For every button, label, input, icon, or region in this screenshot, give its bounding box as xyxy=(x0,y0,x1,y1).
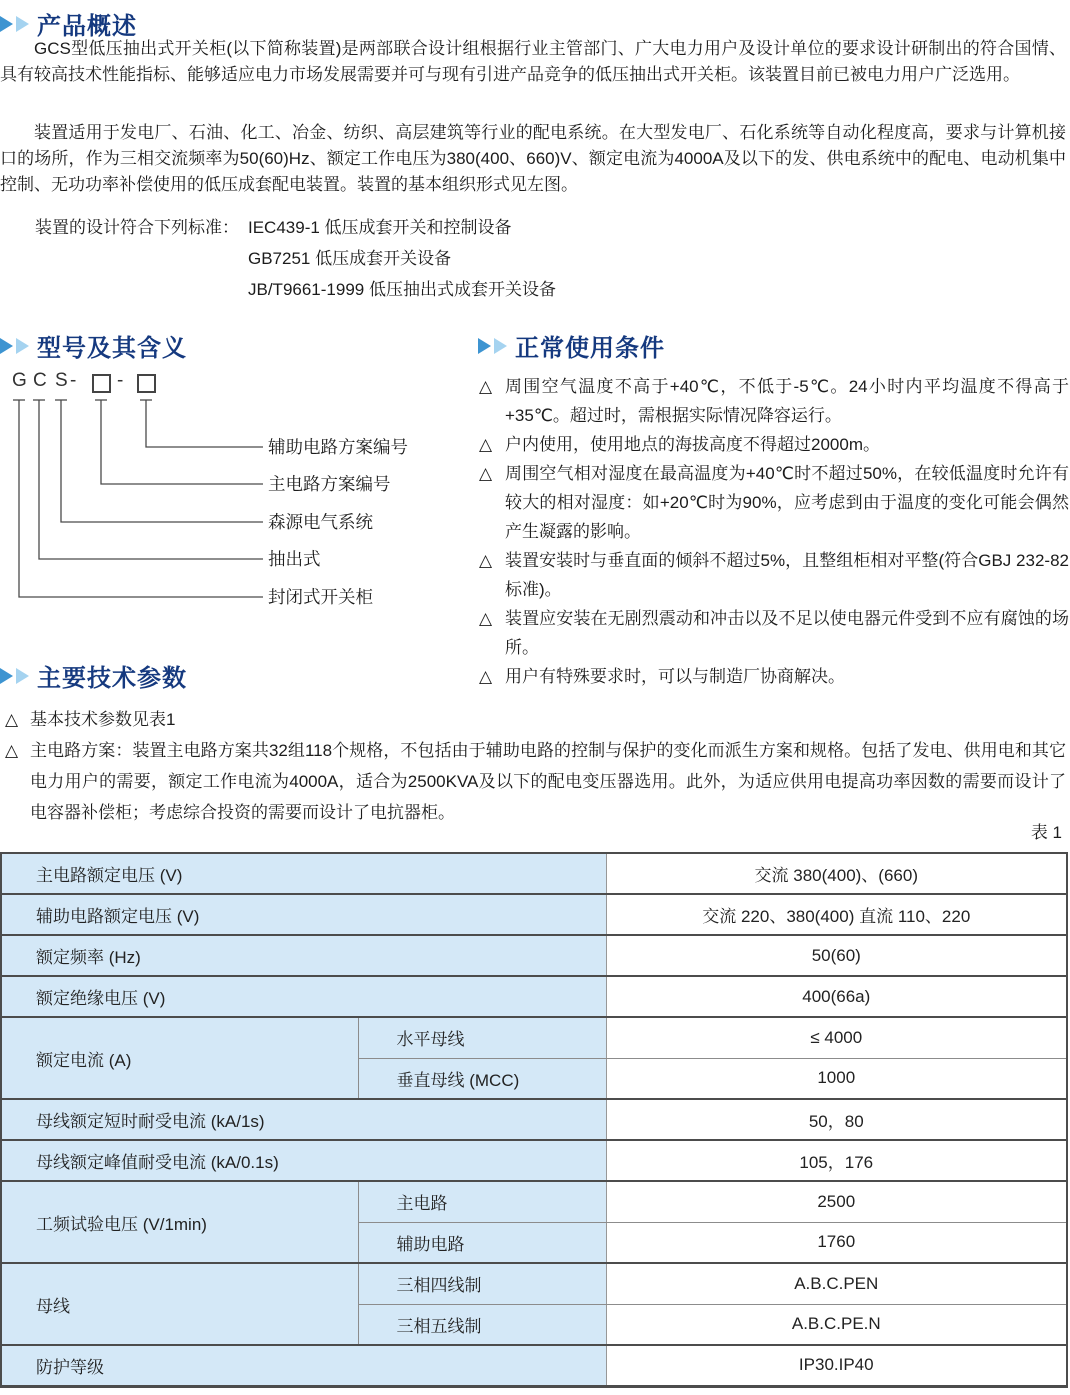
table-row xyxy=(1,1099,1067,1140)
model-code-label: 封闭式开关柜 xyxy=(268,587,373,607)
table-caption: 表 1 xyxy=(1030,823,1062,842)
model-code-label: 主电路方案编号 xyxy=(268,474,391,494)
triangle-bullet: △ xyxy=(5,741,19,760)
condition-item xyxy=(479,662,1069,691)
section-title-conditions: 正常使用条件 xyxy=(515,335,665,362)
param-cell: 母线额定峰值耐受电流 (kA/0.1s) xyxy=(1,1140,606,1181)
triangle-bullet: △ xyxy=(479,435,493,454)
value-cell: ≤ 4000 xyxy=(606,1017,1067,1058)
condition-item xyxy=(479,372,1069,430)
model-code-diagram xyxy=(0,330,470,620)
triangle-bullet: △ xyxy=(479,464,493,483)
standard-item: GB7251 低压成套开关设备 xyxy=(248,249,452,268)
tech-note-item xyxy=(0,735,1066,828)
section-header-conditions xyxy=(478,328,665,363)
conditions-list xyxy=(479,372,1069,691)
standards-block xyxy=(0,212,1066,305)
table-row xyxy=(1,1181,1067,1222)
param-cell: 辅助电路额定电压 (V) xyxy=(1,894,606,935)
param-cell: 主电路额定电压 (V) xyxy=(1,853,606,894)
value-cell: 400(66a) xyxy=(606,976,1067,1017)
arrow-right-icon xyxy=(0,668,13,684)
value-cell: 1000 xyxy=(606,1058,1067,1099)
condition-text: 周围空气相对湿度在最高温度为+40℃时不超过50%，在较低温度时允许有较大的相对湿度：如+20℃时为90%，应考虑到由于温度的变化可能会偶然产生凝露的影响。 xyxy=(505,464,1069,541)
table-row xyxy=(1,894,1067,935)
condition-text: 周围空气温度不高于+40℃，不低于-5℃。24小时内平均温度不得高于+35℃。超过时，需根据实际情况降容运行。 xyxy=(505,377,1069,425)
param-cell: 母线额定短时耐受电流 (kA/1s) xyxy=(1,1099,606,1140)
arrow-right-icon xyxy=(478,338,491,354)
condition-text: 装置安装时与垂直面的倾斜不超过5%，且整组柜相对平整(符合GBJ 232-82标准)。 xyxy=(505,551,1069,599)
arrow-right-icon xyxy=(0,16,13,32)
sub-param-cell: 辅助电路 xyxy=(358,1222,606,1263)
section-title-tech: 主要技术参数 xyxy=(37,665,187,692)
model-code-label: 森源电气系统 xyxy=(268,512,373,532)
sub-param-cell: 水平母线 xyxy=(358,1017,606,1058)
table-row xyxy=(1,935,1067,976)
param-cell: 防护等级 xyxy=(1,1345,606,1386)
value-cell: A.B.C.PE.N xyxy=(606,1304,1067,1345)
arrow-right-icon xyxy=(16,16,29,32)
value-cell: IP30.IP40 xyxy=(606,1345,1067,1386)
sub-param-cell: 主电路 xyxy=(358,1181,606,1222)
tech-params-table xyxy=(0,852,1068,1388)
table-row xyxy=(1,1017,1067,1058)
param-cell: 母线 xyxy=(1,1263,358,1345)
value-cell: 105，176 xyxy=(606,1140,1067,1181)
table-row xyxy=(1,853,1067,894)
triangle-bullet: △ xyxy=(479,667,493,686)
value-cell: 2500 xyxy=(606,1181,1067,1222)
condition-item xyxy=(479,430,1069,459)
arrow-right-icon xyxy=(494,338,507,354)
condition-text: 户内使用，使用地点的海拔高度不得超过2000m。 xyxy=(505,435,880,454)
triangle-bullet: △ xyxy=(479,377,493,396)
overview-paragraph: GCS型低压抽出式开关柜(以下简称装置)是两部联合设计组根据行业主管部门、广大电力用户及设计单位的要求设计研制出的符合国情、具有较高技术性能指标、能够适应电力市场发展需要并可与现有引进产品竞争的低压抽出式开关柜。该装置目前已被电力用户广泛选用。 xyxy=(0,39,1066,84)
section-title-overview: 产品概述 xyxy=(37,13,137,40)
tech-note-item xyxy=(0,704,1066,735)
standards-intro: 装置的设计符合下列标准： xyxy=(35,218,239,237)
condition-item xyxy=(479,604,1069,662)
sub-param-cell: 垂直母线 (MCC) xyxy=(358,1058,606,1099)
section-header-tech xyxy=(0,658,187,693)
overview-paragraph: 装置适用于发电厂、石油、化工、冶金、纺织、高层建筑等行业的配电系统。在大型发电厂、石化系统等自动化程度高，要求与计算机接口的场所，作为三相交流频率为50(60)Hz、额定工作电压为380(400、660)V、额定电流为4000A及以下的发、供电系统中的配电、电动机集中控制、无功功率补偿使用的低压成套配电装置。装置的基本组织形式见左图。 xyxy=(0,123,1066,194)
value-cell: 50，80 xyxy=(606,1099,1067,1140)
triangle-bullet: △ xyxy=(5,710,19,729)
standards-line xyxy=(0,212,1066,243)
table-row xyxy=(1,1345,1067,1386)
model-code-char: - xyxy=(70,370,77,391)
standard-item: IEC439-1 低压成套开关和控制设备 xyxy=(248,218,512,237)
tech-note-text: 主电路方案：装置主电路方案共32组118个规格，不包括由于辅助电路的控制与保护的变化而派生方案和规格。包括了发电、供用电和其它电力用户的需要，额定工作电流为4000A，适合为2500KVA及以下的配电变压器选用。此外，为适应供用电提高功率因数的需要而设计了电容器补偿柜；考虑综合投资的需要而设计了电抗器柜。 xyxy=(30,741,1066,822)
value-cell: 50(60) xyxy=(606,935,1067,976)
value-cell: A.B.C.PEN xyxy=(606,1263,1067,1304)
model-code-char: G xyxy=(12,370,27,391)
param-cell: 工频试验电压 (V/1min) xyxy=(1,1181,358,1263)
tech-notes xyxy=(0,704,1066,828)
section-title-model: 型号及其含义 xyxy=(37,335,187,362)
param-cell: 额定电流 (A) xyxy=(1,1017,358,1099)
triangle-bullet: △ xyxy=(479,609,493,628)
model-code-char: C xyxy=(33,370,47,391)
condition-item xyxy=(479,459,1069,546)
table-row xyxy=(1,1140,1067,1181)
condition-text: 装置应安装在无剧烈震动和冲击以及不足以使电器元件受到不应有腐蚀的场所。 xyxy=(505,609,1069,657)
value-cell: 1760 xyxy=(606,1222,1067,1263)
model-code-connector-lines xyxy=(0,390,470,620)
table-row xyxy=(1,976,1067,1017)
value-cell: 交流 220、380(400) 直流 110、220 xyxy=(606,894,1067,935)
model-code-char: - xyxy=(117,370,124,391)
param-cell: 额定绝缘电压 (V) xyxy=(1,976,606,1017)
arrow-right-icon xyxy=(16,668,29,684)
standard-item: JB/T9661-1999 低压抽出式成套开关设备 xyxy=(248,280,556,299)
sub-param-cell: 三相五线制 xyxy=(358,1304,606,1345)
triangle-bullet: △ xyxy=(479,551,493,570)
condition-text: 用户有特殊要求时，可以与制造厂协商解决。 xyxy=(505,667,845,686)
param-cell: 额定频率 (Hz) xyxy=(1,935,606,976)
condition-item xyxy=(479,546,1069,604)
model-code-char: S xyxy=(55,370,68,391)
tech-note-text: 基本技术参数见表1 xyxy=(30,710,176,729)
value-cell: 交流 380(400)、(660) xyxy=(606,853,1067,894)
sub-param-cell: 三相四线制 xyxy=(358,1263,606,1304)
table-row xyxy=(1,1263,1067,1304)
model-code-label: 辅助电路方案编号 xyxy=(268,437,408,457)
model-code-label: 抽出式 xyxy=(268,549,321,569)
